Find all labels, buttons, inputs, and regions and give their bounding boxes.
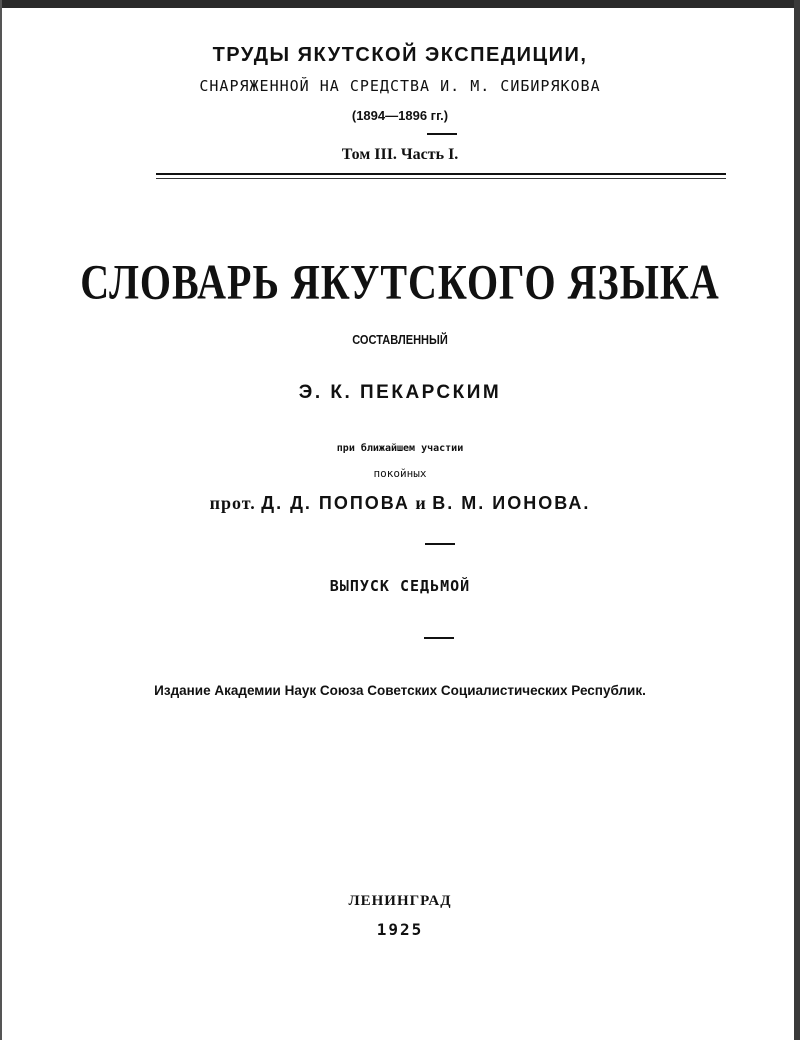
imprint-city: ЛЕНИНГРАД [348, 893, 452, 909]
series-title: ТРУДЫ ЯКУТСКОЙ ЭКСПЕДИЦИИ, [212, 44, 588, 66]
contributors-line [0, 493, 800, 514]
header-rule-thin [156, 178, 726, 179]
publisher-line: Издание Академии Наук Союза Советских Социалистических Республик. [154, 683, 646, 698]
author-name: Э. К. ПЕКАРСКИМ [298, 382, 502, 403]
divider-short [425, 543, 455, 545]
imprint-year: 1925 [376, 920, 424, 939]
issue-label: ВЫПУСК СЕДЬМОЙ [329, 577, 471, 595]
volume-label: Том III. Часть I. [341, 146, 459, 163]
contributor-popov: Д. Д. ПОПОВА [261, 493, 410, 513]
divider-short [424, 637, 454, 639]
scan-edge-top [0, 0, 800, 8]
late-note: покойных [373, 467, 427, 480]
header-rule [156, 173, 726, 175]
compiled-by: СОСТАВЛЕННЫЙ [352, 332, 448, 347]
sponsor-line: СНАРЯЖЕННОЙ НА СРЕДСТВА И. М. СИБИРЯКОВА [199, 77, 601, 95]
contributors-conjunction: и [415, 493, 427, 513]
participation-note: при ближайшем участии [336, 443, 464, 454]
contributors-prefix: прот. [209, 493, 256, 513]
main-title: СЛОВАРЬ ЯКУТСКОГО ЯЗЫКА [80, 253, 720, 310]
expedition-years: (1894—1896 гг.) [351, 108, 449, 123]
divider-short [427, 133, 457, 135]
contributor-ionov: В. М. ИОНОВА. [432, 493, 591, 513]
